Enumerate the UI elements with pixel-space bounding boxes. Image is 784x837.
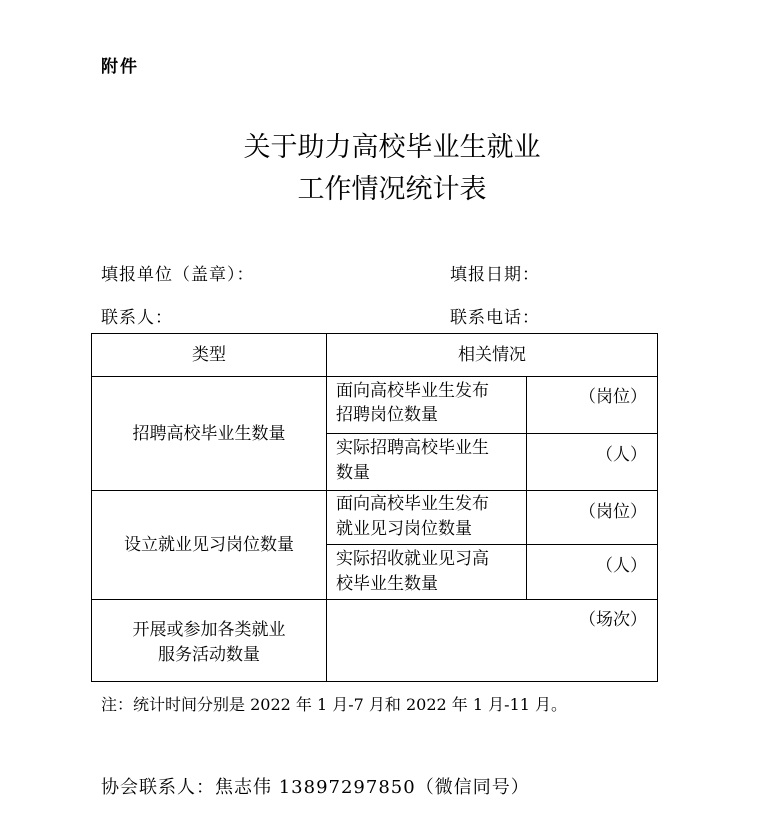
association-contact: 协会联系人：焦志伟 13897297850（微信同号） <box>101 777 530 798</box>
attachment-label: 附件 <box>101 57 139 77</box>
row1-row2-divider <box>92 490 657 491</box>
header-type: 类型 <box>192 345 226 365</box>
row2-category: 设立就业见习岗位数量 <box>124 535 294 555</box>
contact-person-label: 联系人： <box>101 308 173 328</box>
row2-item2-line2: 校毕业生数量 <box>336 574 438 594</box>
row2-item1-unit: （岗位） <box>579 502 647 522</box>
row1-item1-unit: （岗位） <box>579 387 647 407</box>
reporting-unit-label: 填报单位（盖章）： <box>101 265 255 285</box>
row1-category: 招聘高校毕业生数量 <box>132 424 286 444</box>
contact-phone-label: 联系电话： <box>450 308 540 328</box>
row2-item1-line2: 就业见习岗位数量 <box>336 519 472 539</box>
row3-unit: （场次） <box>579 610 647 630</box>
header-details: 相关情况 <box>458 345 526 365</box>
header-row-divider <box>92 376 657 377</box>
statistics-table <box>91 333 658 682</box>
column-divider-main <box>326 334 327 681</box>
row1-item2-unit: （人） <box>596 445 647 465</box>
row1-sub-divider <box>326 433 657 434</box>
row2-item2-line1: 实际招收就业见习高 <box>336 549 489 569</box>
row2-sub-divider <box>326 544 657 545</box>
document-title-line1: 关于助力高校毕业生就业 <box>243 132 541 163</box>
row1-item1-line1: 面向高校毕业生发布 <box>336 381 489 401</box>
row2-row3-divider <box>92 599 657 600</box>
row1-item2-line1: 实际招聘高校毕业生 <box>336 438 489 458</box>
reporting-date-label: 填报日期： <box>450 265 540 285</box>
row3-category-line1: 开展或参加各类就业 <box>132 620 286 640</box>
row2-item1-line1: 面向高校毕业生发布 <box>336 494 489 514</box>
document-title-line2: 工作情况统计表 <box>297 174 487 205</box>
row3-category-line2: 服务活动数量 <box>158 645 260 665</box>
statistics-period-note: 注：统计时间分别是 2022 年 1 月-7 月和 2022 年 1 月-11 月。 <box>101 695 568 714</box>
row2-item2-unit: （人） <box>596 556 647 576</box>
row1-item2-line2: 数量 <box>336 463 370 483</box>
row1-item1-line2: 招聘岗位数量 <box>336 405 438 425</box>
